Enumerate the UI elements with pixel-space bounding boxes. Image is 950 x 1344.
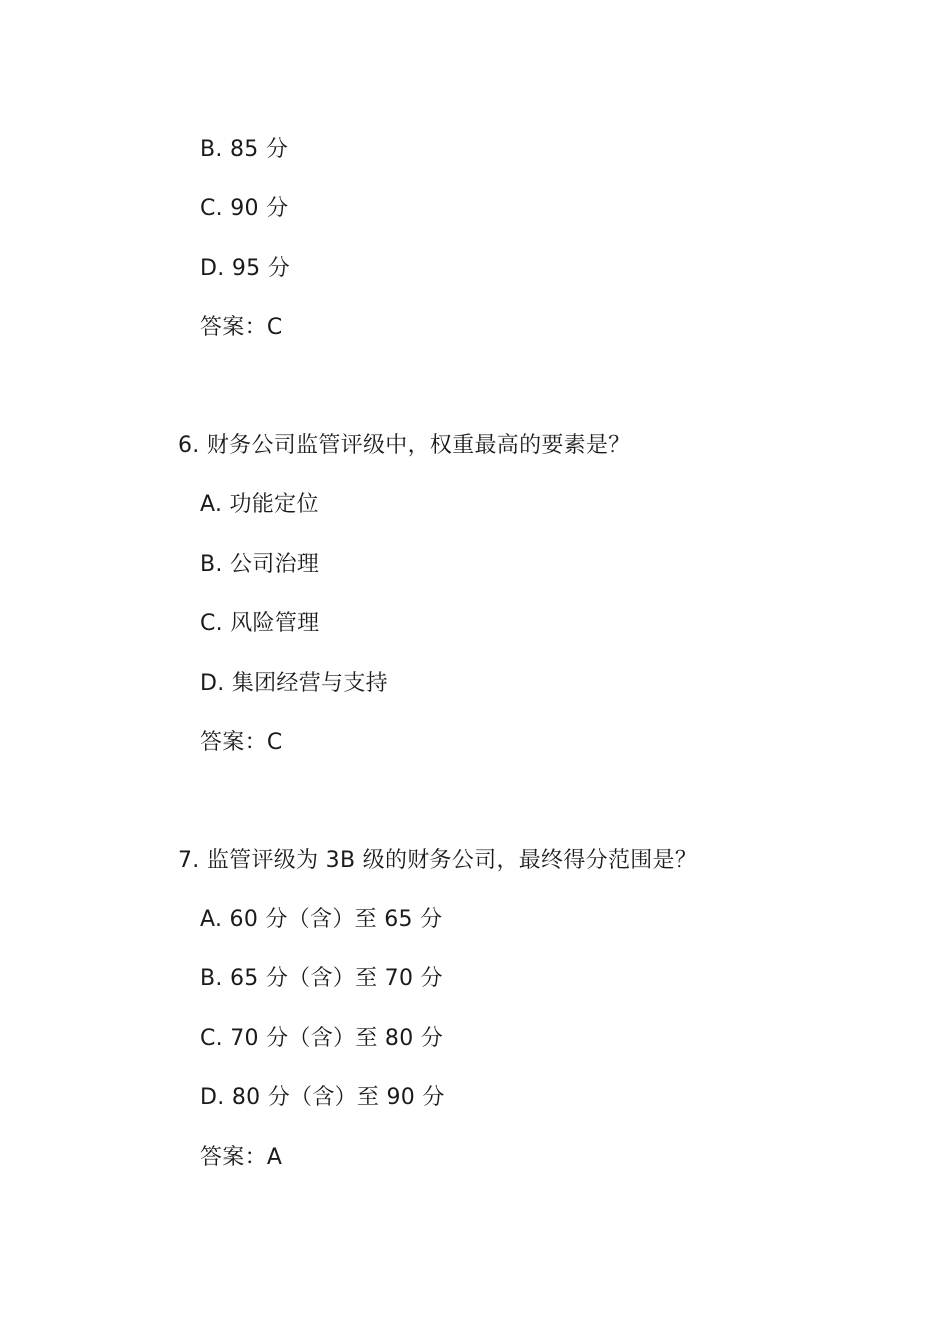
q6-option-c: C. 风险管理 (200, 611, 320, 636)
q7-stem: 7. 监管评级为 3B 级的财务公司，最终得分范围是？ (178, 848, 698, 873)
q5-option-c: C. 90 分 (200, 196, 289, 221)
q6-stem: 6. 财务公司监管评级中，权重最高的要素是？ (178, 433, 631, 458)
q6-option-a: A. 功能定位 (200, 492, 319, 517)
q7-option-c: C. 70 分（含）至 80 分 (200, 1026, 444, 1051)
q6-answer: 答案：C (200, 730, 283, 755)
q5-option-d: D. 95 分 (200, 256, 291, 281)
q6-option-d: D. 集团经营与支持 (200, 671, 388, 696)
q7-answer: 答案：A (200, 1145, 283, 1170)
q6-option-b: B. 公司治理 (200, 552, 320, 577)
q7-option-a: A. 60 分（含）至 65 分 (200, 907, 443, 932)
q7-option-d: D. 80 分（含）至 90 分 (200, 1085, 445, 1110)
q5-option-b: B. 85 分 (200, 137, 289, 162)
q5-answer: 答案：C (200, 315, 283, 340)
q7-option-b: B. 65 分（含）至 70 分 (200, 966, 443, 991)
